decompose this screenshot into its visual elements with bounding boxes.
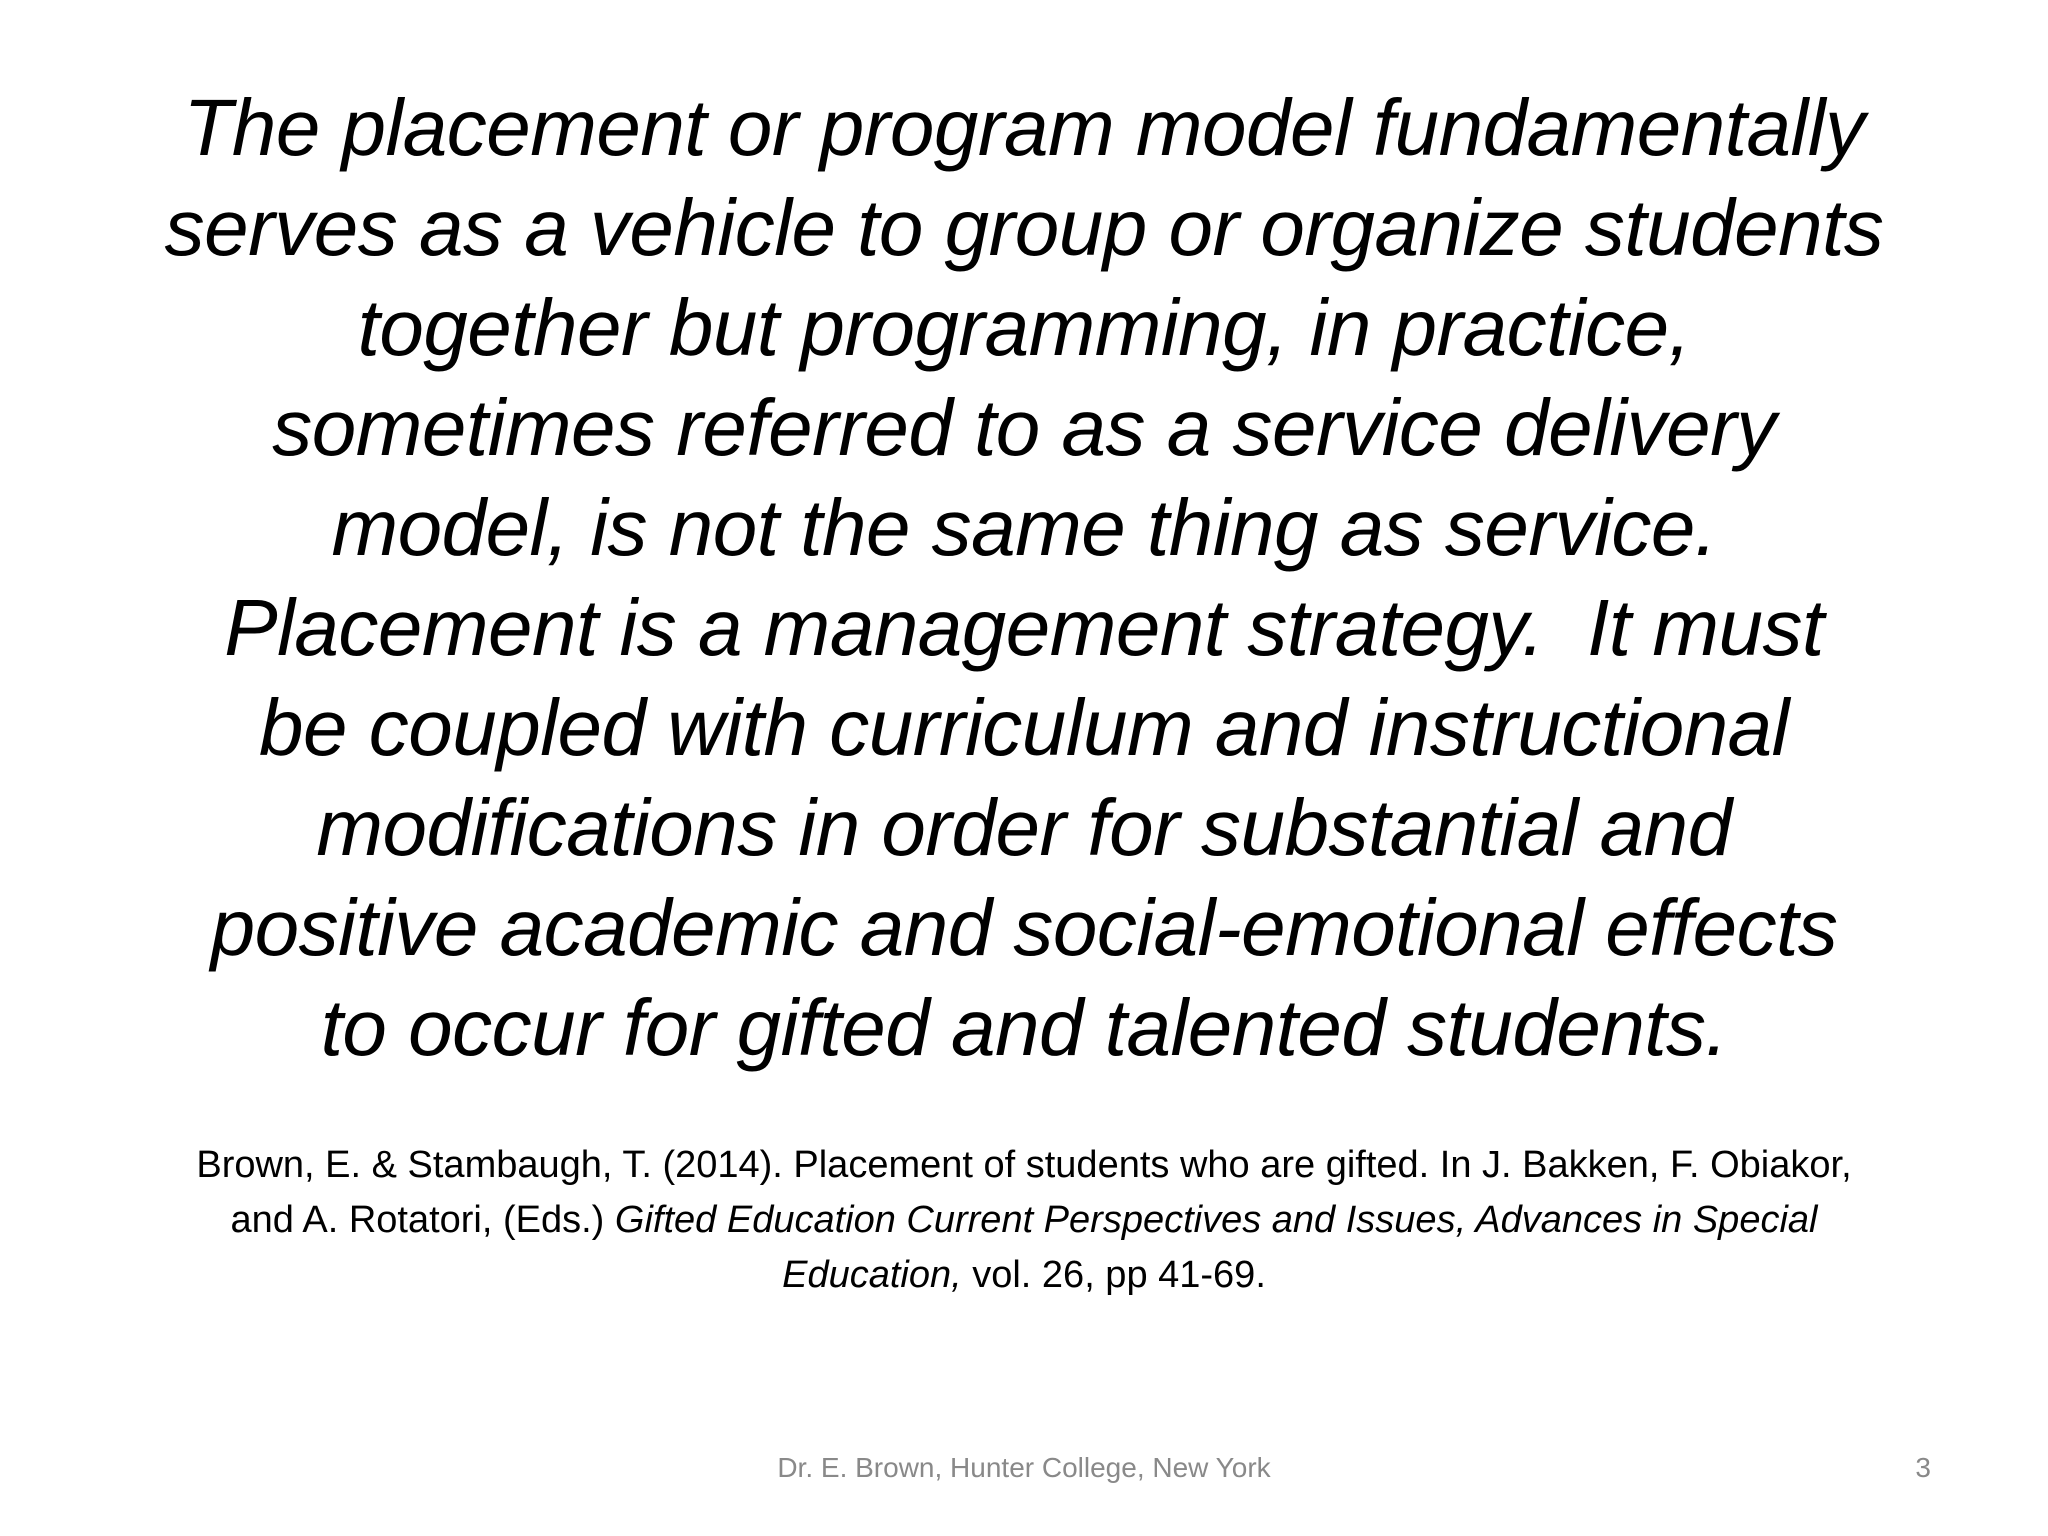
quote-line: to occur for gifted and talented students.	[320, 983, 1728, 1072]
quote-line: together but programming, in practice,	[357, 283, 1691, 372]
quote-line: be coupled with curriculum and instructional	[259, 683, 1789, 772]
quote-line: Placement is a management strategy. It must	[224, 583, 1824, 672]
footer-text: Dr. E. Brown, Hunter College, New York	[777, 1452, 1271, 1483]
quote-line: model, is not the same thing as service.	[331, 483, 1717, 572]
footer	[0, 1448, 2048, 1488]
citation-book-title: Gifted Education Current Perspectives and Issues, Advances in Special	[614, 1199, 1818, 1241]
citation-line-3	[110, 1248, 1938, 1303]
citation-book-title-end: Education,	[782, 1254, 962, 1296]
citation	[110, 1138, 1938, 1303]
citation-line-2	[110, 1193, 1938, 1248]
quote-line: modifications in order for substantial and	[316, 783, 1732, 872]
quote-line: positive academic and social-emotional effects	[210, 883, 1838, 972]
citation-volume-pages: vol. 26, pp 41-69.	[961, 1254, 1266, 1296]
citation-editors: and A. Rotatori, (Eds.)	[230, 1199, 615, 1241]
quote-line: The placement or program model fundamentally	[183, 83, 1865, 172]
slide-number: 3	[1915, 1452, 1931, 1483]
citation-line-1: Brown, E. & Stambaugh, T. (2014). Placement of students who are gifted. In J. Bakken, F. Obiakor,	[196, 1144, 1852, 1186]
quote-line: serves as a vehicle to group or organize students	[164, 183, 1884, 272]
quote-text	[110, 78, 1938, 1078]
quote-line: sometimes referred to as a service delivery	[272, 383, 1776, 472]
